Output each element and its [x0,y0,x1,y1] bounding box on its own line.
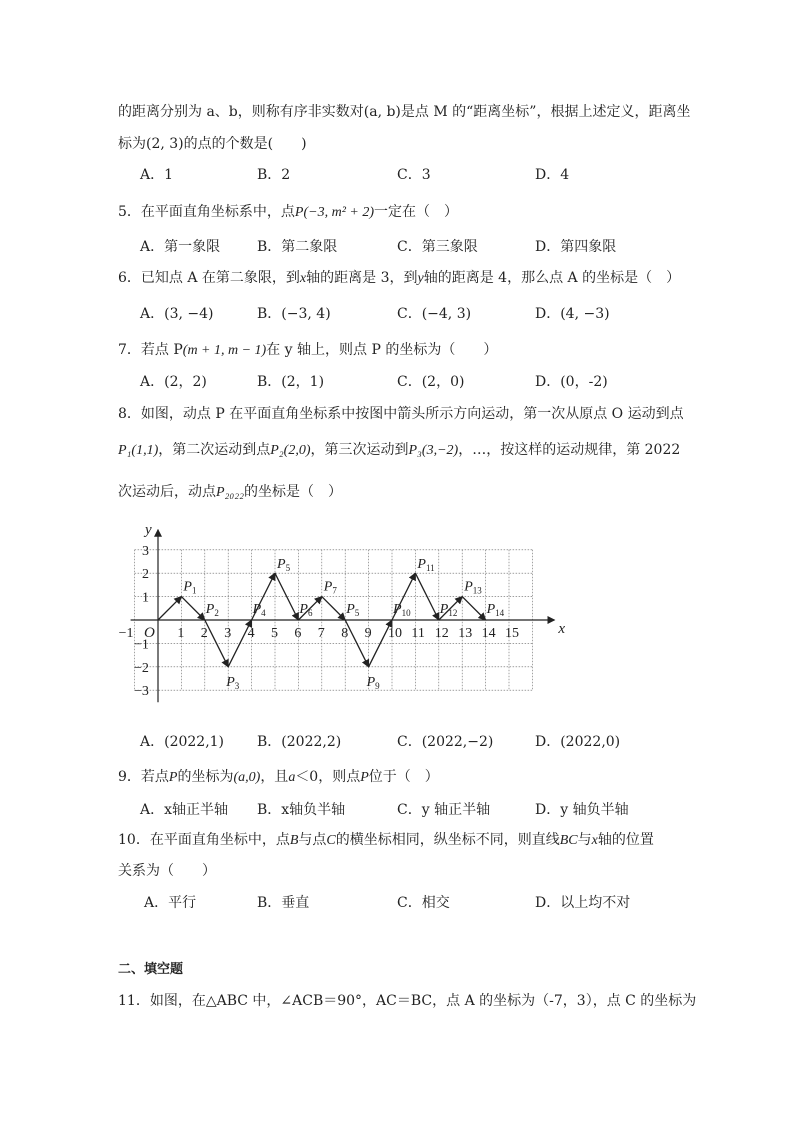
q5-stem [118,202,458,223]
x-tick-label: 5 [271,626,278,641]
q6-text-2: 轴的距离是 3，到 [306,270,418,286]
q6-option-b[interactable]: B．(−3, 4) [257,306,331,322]
q6-x-var: x [299,271,307,286]
q10-option-a[interactable]: A．平行 [144,895,197,911]
x-tick-label: 13 [458,626,473,641]
point-label: $P_{10}$ [393,602,411,618]
section-title-fill-in: 二、填空题 [118,962,184,977]
q9-stem [118,767,439,788]
q7-option-c[interactable]: C．(2，0) [397,374,465,390]
q9-option-a[interactable]: A．x轴正半轴 [140,802,229,818]
q7-point: (m + 1, m − 1) [182,343,267,358]
point-label: $P_5$ [346,602,360,618]
q5-point: P(−3, m² + 2) [294,205,374,220]
point-label: $P_{11}$ [417,557,435,574]
point-label: $P_6$ [299,602,313,618]
q10-bc-var: BC [559,833,578,848]
q4-option-c[interactable]: C．3 [397,167,431,183]
point-label: $P_4$ [252,602,266,618]
q9-option-d[interactable]: D．y 轴负半轴 [535,802,629,818]
q8-text-line2 [118,440,680,461]
point-label: $P_{12}$ [439,602,458,618]
q10-x-var: x [591,833,598,848]
x-tick-label: 6 [294,626,302,641]
q8-l3c: 的坐标是（ ） [244,484,343,500]
q6-text-3: 轴的距离是 4，那么点 A 的坐标是（ ） [423,270,681,286]
q10-t5: 轴的位置 [597,832,654,848]
y-tick-label: −1 [134,637,149,653]
q6-y-var: y [417,271,424,286]
coordinate-figure [115,520,566,710]
point-label: $P_{14}$ [486,602,505,618]
q9-option-b[interactable]: B．x轴负半轴 [257,802,346,818]
point-labels [182,557,504,691]
point-label: $P_9$ [366,674,380,691]
point-label: $P_{13}$ [464,579,482,596]
x-axis-label: x [558,621,566,637]
y-tick-label: 2 [142,567,149,583]
q10-t3: 的横坐标相同，纵坐标不同，则直线 [335,832,560,848]
q6-option-c[interactable]: C．(−4, 3) [397,306,472,322]
q10-t2: 与点 [298,832,327,848]
q8-option-d[interactable]: D．(2022,0) [535,734,621,750]
x-tick-label: 10 [388,626,402,641]
q10-option-b[interactable]: B．垂直 [257,895,310,911]
q8-p1: P₁(1,1) [118,443,159,458]
origin-label: O [144,625,155,641]
point-label: $P_7$ [323,579,337,596]
q5-prefix: 5．在平面直角坐标系中，点 [118,204,295,220]
q8-option-a[interactable]: A．(2022,1) [140,734,225,750]
q8-option-b[interactable]: B．(2022,2) [257,734,342,750]
path-segment [158,597,181,620]
q4-option-b[interactable]: B．2 [257,167,291,183]
q4-text-line1: 的距离分别为 a、b，则称有序非实数对(a, b)是点 M 的“距离坐标”，根据上述定义，距离坐 [118,104,691,120]
q5-option-d[interactable]: D．第四象限 [535,239,617,255]
q5-option-a[interactable]: A．第一象限 [140,239,221,255]
x-tick-label: 15 [505,626,519,641]
q8-l2d: ，第三次运动到 [310,442,409,458]
x-tick-label: 9 [364,626,372,641]
q8-l2b: ，第二次运动到点 [158,442,271,458]
x-tick-label: 2 [200,626,208,641]
q9-option-c[interactable]: C．y 轴正半轴 [397,802,491,818]
q7-option-b[interactable]: B．(2，1) [257,374,325,390]
q5-option-b[interactable]: B．第二象限 [257,239,338,255]
q7-stem [118,340,497,361]
q10-t1: 10．在平面直角坐标中，点 [118,832,290,848]
q8-p2022: P₂₀₂₂ [216,485,245,500]
q8-text-line1: 8．如图，动点 P 在平面直角坐标系中按图中箭头所示方向运动，第一次从原点 O 运动到点 [118,406,684,422]
x-tick-label: 7 [317,626,325,641]
y-tick-label: 3 [142,543,149,559]
q9-t2: 的坐标为 [177,769,234,785]
point-label: $P_1$ [183,579,197,596]
q8-p3: P₃(3,−2) [408,443,459,458]
y-tick-label: −3 [134,684,149,700]
x-tick-label: 8 [341,626,349,641]
q5-option-c[interactable]: C．第三象限 [397,239,478,255]
q4-option-d[interactable]: D．4 [535,167,570,183]
q10-text-line2: 关系为（ ） [118,863,216,879]
q6-text-1: 6．已知点 A 在第二象限，到 [118,270,300,286]
q9-t3: ，且 [260,769,289,785]
q8-p2: P₂(2,0) [270,443,311,458]
q10-option-d[interactable]: D．以上均不对 [535,895,631,911]
q4-text-line2: 标为(2, 3)的点的个数是( ) [118,136,307,152]
q8-option-c[interactable]: C．(2022,−2) [397,734,494,750]
q7-text-1: 7．若点 P [118,342,183,358]
q6-option-a[interactable]: A．(3, −4) [140,306,214,322]
q10-b-var: B [289,833,299,848]
y-tick-label: 1 [142,590,149,606]
point-label: $P_5$ [277,557,291,574]
x-tick-label: 3 [224,626,232,641]
x-tick-label: 12 [434,626,449,641]
q7-text-2: 在 y 轴上，则点 P 的坐标为（ ） [266,342,498,358]
q4-option-a[interactable]: A．1 [140,167,174,183]
x-tick-label: 11 [411,626,425,641]
q8-l2f: ，…，按这样的运动规律，第 2022 [458,442,681,458]
q6-option-d[interactable]: D．(4, −3) [535,306,610,322]
q10-stem [118,830,654,851]
y-axis-label: y [145,521,152,538]
q10-c-var: C [326,833,336,848]
q9-p-var-2: P [360,770,369,785]
q5-suffix: 一定在（ ） [374,204,458,220]
q9-t1: 9．若点 [118,769,169,785]
point-label: $P_2$ [205,602,219,618]
path-segment [462,597,485,620]
q10-option-c[interactable]: C．相交 [397,895,450,911]
q7-option-d[interactable]: D．(0，-2) [535,374,608,390]
x-tick-label: −1 [118,626,134,641]
x-tick-label: 4 [247,626,255,641]
q10-t4: 与 [577,832,592,848]
q9-p-var: P [168,770,178,785]
q6-stem [118,268,680,289]
q9-t4: ＜0，则点 [295,769,361,785]
x-tick-label: 1 [177,626,185,641]
q11-text: 11．如图，在△ABC 中，∠ACB＝90°，AC＝BC，点 A 的坐标为（-7，3），点 C 的坐标为 [118,993,697,1009]
q8-text-line3 [118,482,342,503]
q9-a-var: a [288,770,296,785]
point-label: $P_3$ [226,674,240,691]
q8-l3a: 次运动后，动点 [118,484,216,500]
q9-t5: 位于（ ） [368,769,439,785]
q7-option-a[interactable]: A．(2，2) [140,374,207,390]
x-tick-label: 14 [481,626,496,641]
path-segment [181,597,204,620]
q9-coord: (a,0) [233,770,261,785]
y-tick-label: −2 [134,660,149,676]
path-segment [322,597,345,620]
